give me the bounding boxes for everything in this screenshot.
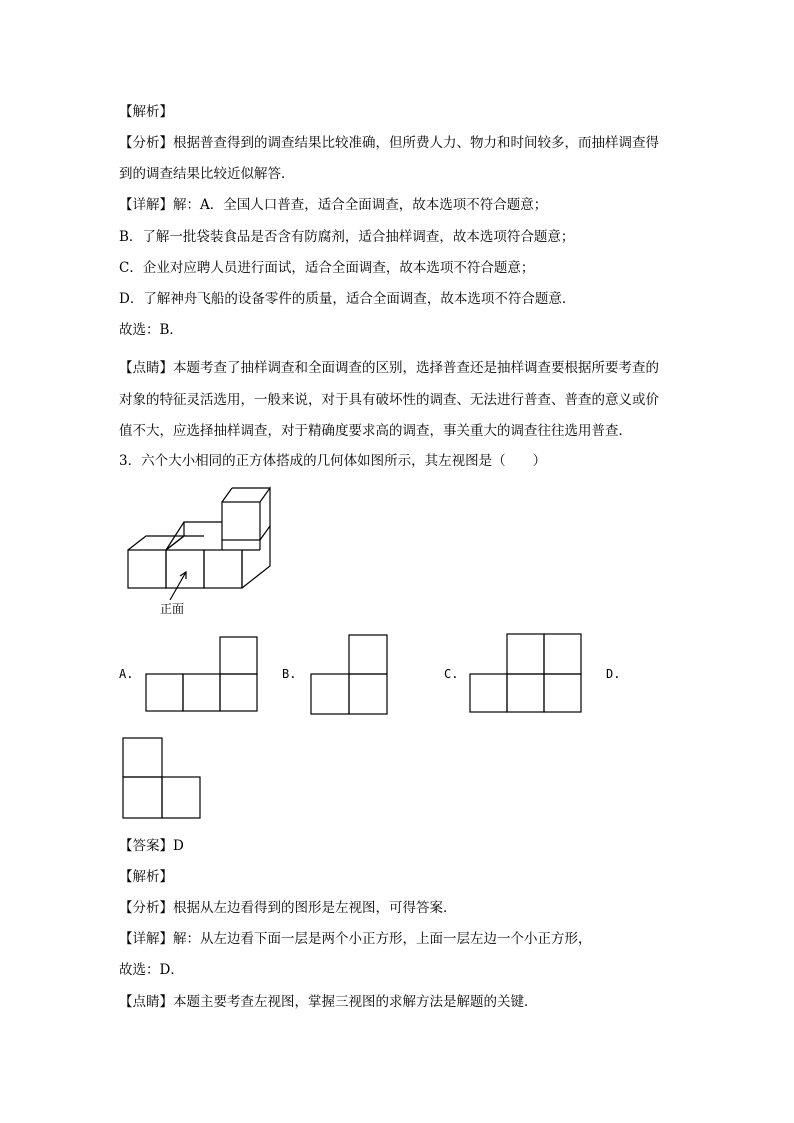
option-b-figure <box>310 634 388 716</box>
option-b-label: B. <box>282 667 297 681</box>
answer-line-q3: 故选：D． <box>119 962 184 978</box>
jiexi-heading-2: 【解析】 <box>119 869 173 885</box>
option-c-figure <box>469 632 581 714</box>
xiangjie-line: 【详解】解：A．全国人口普查，适合全面调查，故本选项不符合题意； <box>119 197 548 213</box>
dianjing-line-2: 对象的特征灵活选用，一般来说，对于具有破坏性的调查、无法进行普查、普查的意义或价 <box>119 392 659 408</box>
cube-figure <box>120 480 280 620</box>
option-a-label: A. <box>119 667 134 681</box>
question-3-stem: 3．六个大小相同的正方体搭成的几何体如图所示，其左视图是（ ） <box>119 453 547 469</box>
answer-line-1: 故选：B． <box>119 322 183 338</box>
option-c-line: C．企业对应聘人员进行面试，适合全面调查，故本选项不符合题意； <box>119 260 535 276</box>
dianjing-line-3: 值不大，应选择抽样调查，对于精确度要求高的调查，事关重大的调查往往选用普查． <box>119 423 632 439</box>
answer-label: 【答案】D <box>119 838 184 854</box>
option-b-line: B．了解一批袋装食品是否含有防腐剂，适合抽样调查，故本选项符合题意； <box>119 229 575 245</box>
option-c-label: C. <box>444 667 459 681</box>
jiexi-heading-1: 【解析】 <box>119 104 173 120</box>
dianjing-line-1: 【点睛】本题考查了抽样调查和全面调查的区别，选择普查还是抽样调查要根据所要考查的 <box>119 360 659 376</box>
option-d-figure <box>122 736 202 820</box>
dianjing-line-q3: 【点睛】本题主要考查左视图，掌握三视图的求解方法是解题的关键． <box>119 994 538 1010</box>
fenxi-line-2: 到的调查结果比较近似解答． <box>119 166 295 182</box>
fenxi-line-1: 【分析】根据普查得到的调查结果比较准确，但所费人力、物力和时间较多，而抽样调查得 <box>119 135 659 151</box>
front-face-label: 正面 <box>160 602 185 616</box>
fenxi-line-q3: 【分析】根据从左边看得到的图形是左视图，可得答案． <box>119 900 457 916</box>
option-a-figure <box>145 634 257 714</box>
option-d-line: D．了解神舟飞船的设备零件的质量，适合全面调查，故本选项不符合题意． <box>119 291 576 307</box>
option-d-label: D. <box>606 667 621 681</box>
xiangjie-line-q3: 【详解】解：从左边看下面一层是两个小正方形，上面一层左边一个小正方形， <box>119 931 592 947</box>
